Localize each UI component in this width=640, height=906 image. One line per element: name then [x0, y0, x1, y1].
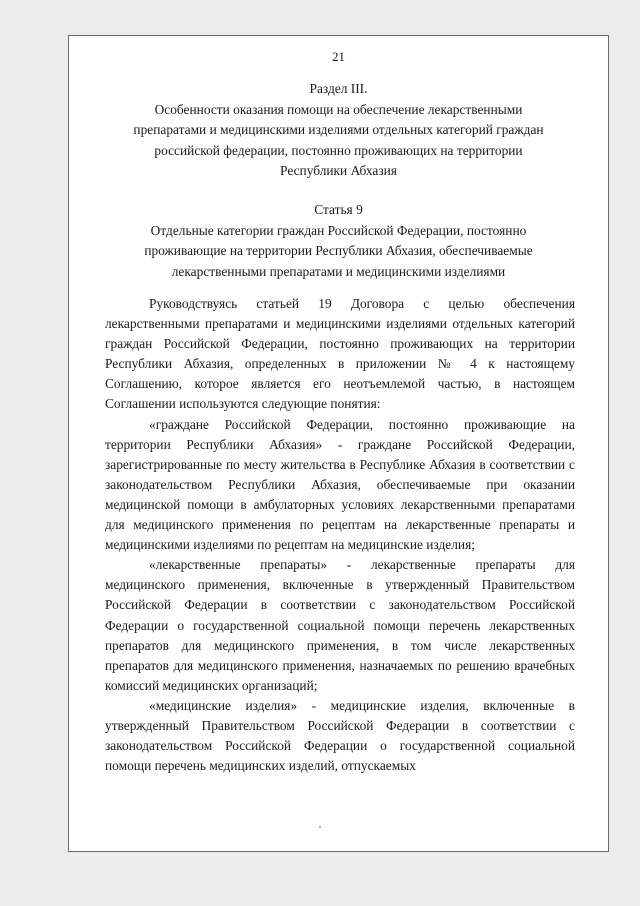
section-heading-line: Республики Абхазия: [280, 163, 397, 178]
article-heading-line: Отдельные категории граждан Российской Федерации, постоянно: [150, 222, 527, 238]
paragraph: Руководствуясь статьей 19 Договора с целью обеспечения лекарственными препаратами и медицинскими изделиями отдельных категорий граждан Российской Федерации, постоянно проживающих на территории Республики Абхазия, определенных в приложении № 4 к настоящему Соглашению, которое является его неотъемлемой частью, в настоящем Соглашении используются следующие понятия:: [105, 296, 575, 412]
section-heading-line: российской федерации, постоянно проживающих на территории: [154, 142, 523, 158]
body-text: [105, 294, 575, 776]
article-heading: [69, 200, 608, 282]
article-heading-line: Статья 9: [314, 202, 363, 217]
section-heading-line: Раздел III.: [309, 81, 368, 96]
page-number: 21: [332, 49, 345, 64]
paragraph: «медицинские изделия» - медицинские изделия, включенные в утвержденный Правительством Российской Федерации в соответствии с законодательством Российской Федерации о государственной социальной помощи перечень медицинских изделий, отпускаемых: [105, 697, 575, 774]
article-heading-line: лекарственными препаратами и медицинскими изделиями: [171, 263, 506, 279]
scan-artifact: [319, 826, 321, 828]
document-page: [68, 35, 609, 852]
section-heading-line: Особенности оказания помощи на обеспечение лекарственными: [154, 101, 523, 117]
section-heading-line: препаратами и медицинскими изделиями отдельных категорий граждан: [133, 122, 544, 137]
paragraph: «лекарственные препараты» - лекарственные препараты для медицинского применения, включенные в утвержденный Правительством Российской Федерации в соответствии с законодательством Российской Федерации о государственной социальной помощи перечень лекарственных препаратов для медицинского применения, в том числе лекарственных препаратов для медицинского применения, назначаемых по решению врачебных комиссий медицинских организаций;: [105, 557, 575, 693]
paragraph: «граждане Российской Федерации, постоянно проживающие на территории Республики Абхазия» - граждане Российской Федерации, зарегистрированные по месту жительства в Республике Абхазия в соответствии с законодательством Республики Абхазия, обеспечиваемые при оказании медицинской помощи в амбулаторных условиях лекарственными препаратами для медицинского применения по рецептам на лекарственные препараты и медицинскими изделиями по рецептам на медицинские изделия;: [105, 416, 575, 553]
article-heading-line: проживающие на территории Республики Абхазия, обеспечиваемые: [144, 243, 533, 258]
section-heading: [69, 79, 608, 182]
